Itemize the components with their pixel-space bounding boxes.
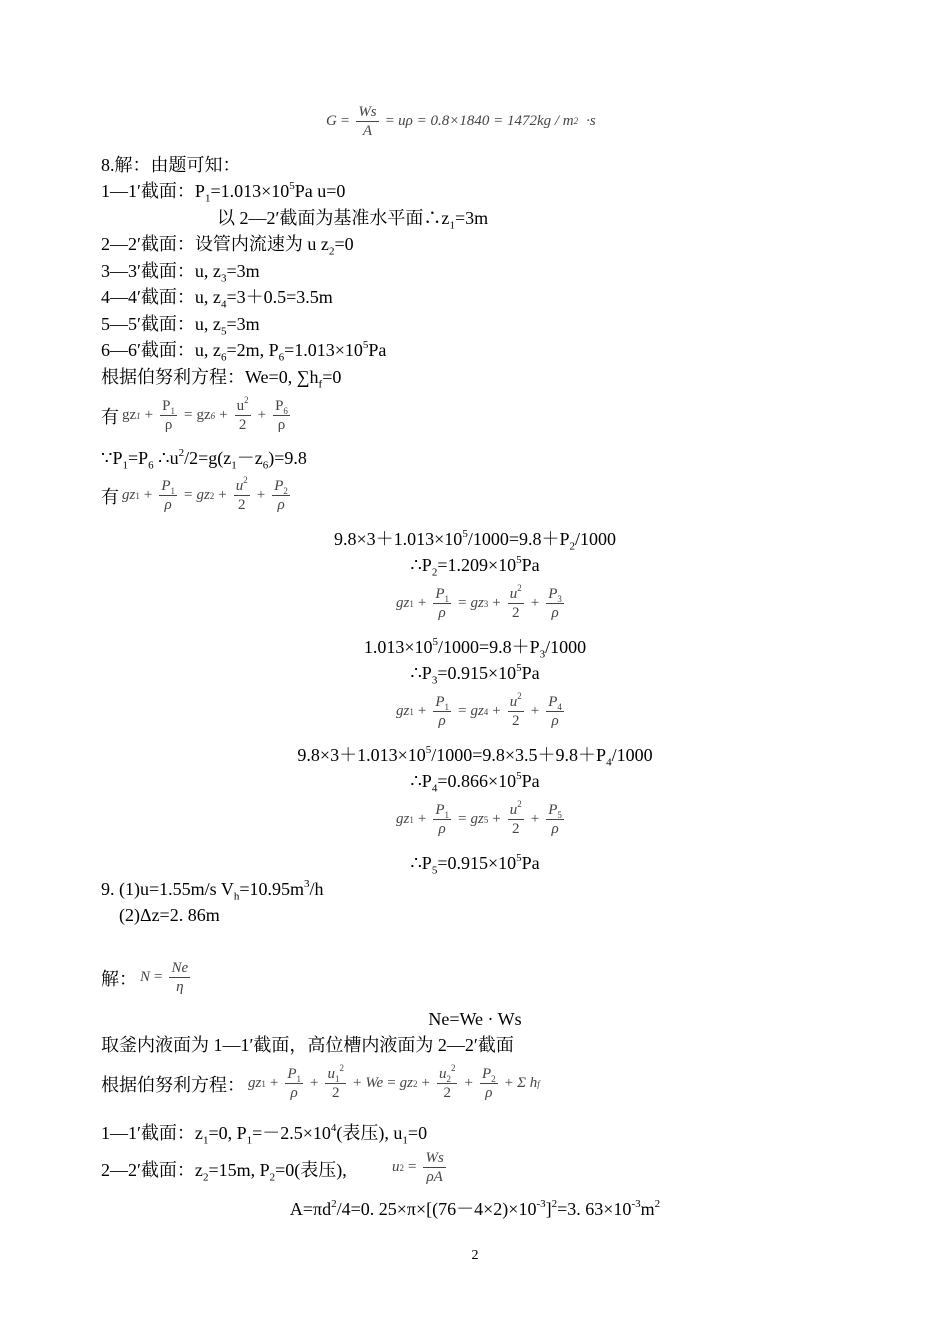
line-take-sections: 取釜内液面为 1—1′截面，高位槽内液面为 2—2′截面	[101, 1035, 514, 1055]
line-section-2: 2—2′截面：设管内流速为 u $z_2=0$	[101, 234, 354, 258]
result-p5: $\therefore P_5=0.915\times 10^5Pa$	[410, 852, 540, 877]
calc-area: $A=\pi d^2/4=0$. $25\times\pi\times[(76-4\times 2)\times 10^{-3}]^2=3$. $63\times 10^{-3}m^2$	[289, 1198, 661, 1219]
result-p3: $\therefore P_3=0.915\times 10^5Pa$	[410, 662, 540, 687]
equation-ne: Ne=We · Ws	[428, 1009, 522, 1029]
section-8-title: 8.解：由题可知：	[101, 155, 241, 175]
line-section-1: 1—1′截面：$P_1=1.013\times 10^5Pa$ u=0	[101, 180, 346, 205]
line-section-5: 5—5′截面：u, $z_5=3m$	[101, 314, 260, 338]
line-bernoulli-conditions: 根据伯努利方程：We=0, $\sum h_f=0$	[101, 367, 342, 391]
line-p1-equals-p6: $\because P_1=P_6$ $\therefore u^2/2=g(z_1-z_6)=9.8$	[101, 447, 307, 472]
equation-bernoulli-1-2: 有 g z 1 + $\frac{P_1}{\rho}$ = g z 2 + $\frac{u^2}{2}$ + $\frac{P_2}{\rho}$	[101, 475, 288, 513]
page-number: 2	[471, 1248, 479, 1263]
equation-bernoulli-1-6: 有 g z 1 + $\frac{P_1}{\rho}$ = g z 6 + $\frac{u^2}{2}$ + $\frac{P_6}{\rho}$	[101, 395, 288, 433]
fraction: $\frac{Ws}{A}$	[358, 104, 377, 139]
equation-u2: u 2 = $\frac{Ws}{\rho A}$	[392, 1150, 444, 1185]
equation-bernoulli-1-4: g z 1 + $\frac{P_1}{\rho}$ = g z 4 + $\frac{u^2}{2}$ + $\frac{P_4}{\rho}$	[396, 691, 562, 729]
section-9-part-2: (2)Δz=2. 86m	[119, 905, 220, 925]
calc-p4: $9.8\times 3+1.013\times 10^5/1000=9.8\times 3.5+9.8+P_4/1000$	[297, 744, 653, 769]
line-conditions-1: 1—1′截面：$z_1=0$, $P_1=-2.5\times 10^4$(表压), $u_1=0$	[101, 1122, 428, 1147]
equation-bernoulli-1-3: g z 1 + $\frac{P_1}{\rho}$ = g z 3 + $\frac{u^2}{2}$ + $\frac{P_3}{\rho}$	[396, 583, 562, 621]
line-section-6: 6—6′截面：u, $z_6=2m$, $P_6=1.013\times 10^5Pa$	[101, 339, 387, 364]
calc-p2: $9.8\times 3+1.013\times 10^5/1000=9.8+P_2/1000$	[334, 528, 616, 553]
equation-bernoulli-1-5: g z 1 + $\frac{P_1}{\rho}$ = g z 5 + $\frac{u^2}{2}$ + $\frac{P_5}{\rho}$	[396, 799, 562, 837]
section-9-part-1: 9. (1)u=1.55m/s $V_h=10.95m^3/h$	[101, 878, 324, 903]
line-datum: 以 2—2′截面为基准水平面$\therefore z_1=3m$	[217, 208, 489, 232]
line-section-4: 4—4′截面：u, $z_4=3+0.5=3.5m$	[101, 287, 333, 311]
line-section-3: 3—3′截面：u, $z_3=3m$	[101, 261, 260, 285]
equation-mass-flux: G = $\frac{Ws}{A}$ = uρ = 0.8×1840 = 1472kg / m $^2$ ·s	[326, 104, 596, 139]
equation-power: 解： N = $\frac{Ne}{\eta}$	[101, 960, 189, 995]
calc-p3: $1.013\times 10^5/1000=9.8+P_3/1000$	[363, 636, 587, 661]
line-conditions-2: 2—2′截面：$z_2=15m$, $P_2=0$(表压),	[101, 1160, 347, 1184]
equation-bernoulli-full: 根据伯努利方程： g z 1 + $\frac{P_1}{\rho}$ + $\frac{u_1^2}{2}$ + We = g z 2 + $\frac{u_2^2}{2}$ + $\frac{P_2}{\rho}$ + Σ h f	[101, 1063, 540, 1101]
result-p4: $\therefore P_4=0.866\times 10^5Pa$	[410, 770, 540, 795]
result-p2: $\therefore P_2=1.209\times 10^5Pa$	[410, 554, 540, 579]
